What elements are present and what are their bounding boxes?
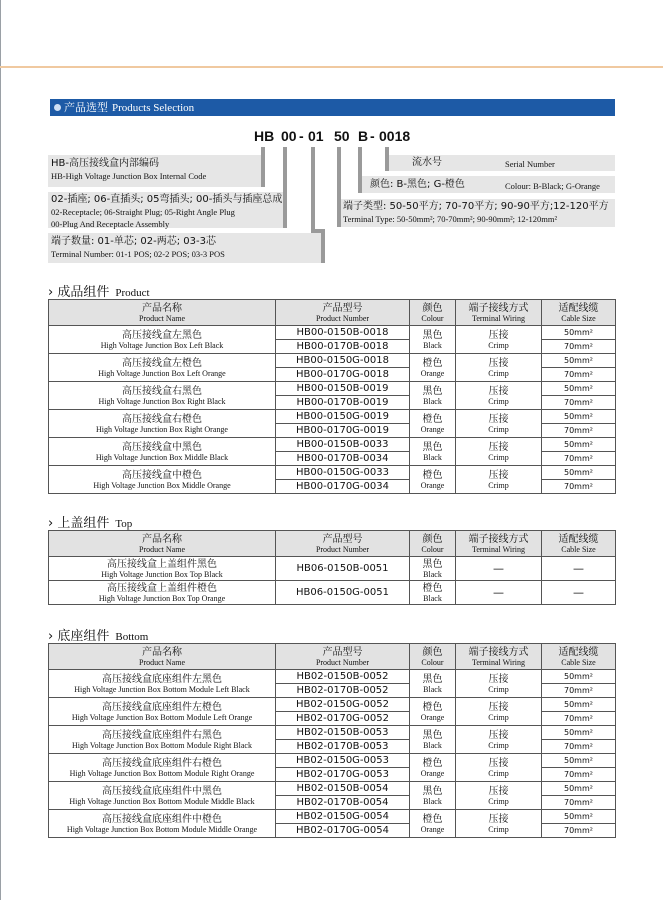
table-row [49,326,616,340]
product-number-cell: HB00-0170B-0019 [276,396,410,410]
cable-size-cell: 70mm² [542,452,616,466]
wiring-cell: 压接 Crimp [456,810,542,838]
product-name-cell: 高压接线盒上盖组件橙色 High Voltage Junction Box Top Orange [49,581,276,605]
color-label-en: Colour: B-Black; G-Orange [505,181,600,191]
colour-cell: 橙色 Black [410,581,456,605]
product-number-cell: HB00-0170G-0019 [276,424,410,438]
color-bar [358,176,362,193]
code-seg4: B [358,128,369,144]
product-number-cell: HB00-0150G-0033 [276,466,410,480]
section-bottom-en: Bottom [115,631,149,643]
product-number-cell: HB02-0170B-0054 [276,796,410,810]
code-dash2: - [370,128,375,144]
colour-cell: 橙色 Orange [410,466,456,494]
product-number-cell: HB00-0150B-0019 [276,382,410,396]
header-wiring: 端子接线方式 Terminal Wiring [456,300,542,326]
cable-size-cell: — [542,581,616,605]
header-name: 产品名称 Product Name [49,300,276,326]
cable-size-cell: 70mm² [542,340,616,354]
wiring-cell: 压接 Crimp [456,782,542,810]
section-top-cn: 上盖组件 [57,516,110,531]
banner-title-en: Products Selection [112,102,195,114]
colour-cell: 黑色 Black [410,326,456,354]
product-table [48,299,616,494]
colour-cell: 橙色 Orange [410,810,456,838]
term-bar [337,199,341,227]
cable-size-cell: 70mm² [542,740,616,754]
type-label [51,194,282,230]
product-number-cell: HB02-0150G-0054 [276,810,410,824]
header-number: 产品型号 Product Number [276,644,410,670]
serial-bar [385,155,389,171]
cable-size-cell: 70mm² [542,796,616,810]
section-product-cn: 成品组件 [57,285,110,300]
connector-seg2 [311,147,315,230]
section-bottom-cn: 底座组件 [57,629,110,644]
wiring-cell: 压接 Crimp [456,698,542,726]
header-cable: 适配线缆 Cable Size [542,644,616,670]
header-cable: 适配线缆 Cable Size [542,531,616,557]
product-number-cell: HB02-0170G-0053 [276,768,410,782]
cable-size-cell: 50mm² [542,726,616,740]
pos-bar [321,229,325,263]
table-row [49,557,616,581]
colour-cell: 黑色 Black [410,438,456,466]
term-en: Terminal Type: 50-50mm²; 70-70mm²; 90-90mm²; 12-120mm² [343,214,558,224]
product-name-cell: 高压接线盒底座组件左黑色 High Voltage Junction Box Bottom Module Left Black [49,670,276,698]
term-label [343,201,609,225]
header-name: 产品名称 Product Name [49,644,276,670]
product-name-cell: 高压接线盒左橙色 High Voltage Junction Box Left Orange [49,354,276,382]
pos-en: Terminal Number: 01-1 POS; 02-2 POS; 03-3 POS [51,249,225,259]
product-number-cell: HB06-0150B-0051 [276,557,410,581]
product-name-cell: 高压接线盒底座组件左橙色 High Voltage Junction Box Bottom Module Left Orange [49,698,276,726]
product-name-cell: 高压接线盒中橙色 High Voltage Junction Box Middle Orange [49,466,276,494]
cable-size-cell: 70mm² [542,712,616,726]
product-number-cell: HB00-0170B-0018 [276,340,410,354]
product-number-cell: HB02-0150B-0054 [276,782,410,796]
header-colour: 颜色 Colour [410,644,456,670]
product-number-cell: HB02-0150G-0053 [276,754,410,768]
wiring-cell: 压接 Crimp [456,410,542,438]
section-bottom-heading [48,625,148,644]
cable-size-cell: 50mm² [542,698,616,712]
product-number-cell: HB00-0150B-0033 [276,438,410,452]
product-number-cell: HB02-0150B-0052 [276,670,410,684]
product-name-cell: 高压接线盒底座组件中黑色 High Voltage Junction Box Bottom Module Middle Black [49,782,276,810]
color-label-cn: 颜色: B-黑色; G-橙色 [370,179,465,190]
colour-cell: 橙色 Orange [410,698,456,726]
cable-size-cell: 70mm² [542,368,616,382]
table-row [49,354,616,368]
cable-size-cell: 50mm² [542,354,616,368]
product-name-cell: 高压接线盒上盖组件黑色 High Voltage Junction Box Top Black [49,557,276,581]
cable-size-cell: 70mm² [542,396,616,410]
table-header-row [49,531,616,557]
cable-size-cell: 70mm² [542,684,616,698]
header-number: 产品型号 Product Number [276,300,410,326]
cable-size-cell: 50mm² [542,438,616,452]
header-wiring: 端子接线方式 Terminal Wiring [456,531,542,557]
hb-code-cn: HB-高压接线盒内部编码 [51,158,159,169]
product-number-cell: HB02-0170G-0054 [276,824,410,838]
product-number-cell: HB02-0150G-0052 [276,698,410,712]
cable-size-cell: 70mm² [542,824,616,838]
cable-size-cell: 50mm² [542,782,616,796]
code-seg3: 50 [334,128,350,144]
colour-cell: 黑色 Black [410,382,456,410]
wiring-cell: — [456,557,542,581]
table-row [49,410,616,424]
wiring-cell: 压接 Crimp [456,326,542,354]
cable-size-cell: 50mm² [542,754,616,768]
top-divider [0,66,663,68]
top-table [48,530,616,605]
section-product-heading [48,281,150,300]
bullet-icon [54,104,61,111]
cable-size-cell: 70mm² [542,424,616,438]
hb-code-en: HB-High Voltage Junction Box Internal Code [51,171,207,181]
code-hb: HB [254,128,275,144]
header-colour: 颜色 Colour [410,300,456,326]
wiring-cell: 压接 Crimp [456,438,542,466]
code-seg5: 0018 [379,128,411,144]
cable-size-cell: 50mm² [542,810,616,824]
colour-cell: 黑色 Black [410,782,456,810]
product-number-cell: HB00-0170G-0018 [276,368,410,382]
type-cn: 02-插座; 06-直插头; 05弯插头; 00-插头与插座总成 [51,194,283,205]
header-colour: 颜色 Colour [410,531,456,557]
cable-size-cell: 50mm² [542,670,616,684]
product-name-cell: 高压接线盒中黑色 High Voltage Junction Box Middle Black [49,438,276,466]
table-row [49,382,616,396]
table-row [49,810,616,824]
wiring-cell: 压接 Crimp [456,670,542,698]
code-seg1: 00 [281,128,297,144]
header-name: 产品名称 Product Name [49,531,276,557]
product-number-cell: HB00-0170B-0034 [276,452,410,466]
term-cn: 端子类型: 50-50平方; 70-70平方; 90-90平方;12-120平方 [343,201,609,212]
code-seg2: 01 [308,128,324,144]
product-number-cell: HB00-0170G-0034 [276,480,410,494]
serial-label-en: Serial Number [505,159,555,169]
header-cable: 适配线缆 Cable Size [542,300,616,326]
wiring-cell: 压接 Crimp [456,754,542,782]
product-number-cell: HB02-0170B-0053 [276,740,410,754]
code-dash1: - [299,128,304,144]
product-name-cell: 高压接线盒右黑色 High Voltage Junction Box Right Black [49,382,276,410]
product-name-cell: 高压接线盒右橙色 High Voltage Junction Box Right Orange [49,410,276,438]
wiring-cell: — [456,581,542,605]
product-number-cell: HB02-0170G-0052 [276,712,410,726]
hb-code-label [51,158,206,182]
table-row [49,754,616,768]
page-edge-line [0,0,1,900]
table-header-row [49,644,616,670]
serial-label-cn: 流水号 [412,157,442,168]
chevron-right-icon: › [48,285,54,300]
colour-cell: 橙色 Orange [410,410,456,438]
table-row [49,726,616,740]
colour-cell: 黑色 Black [410,670,456,698]
header-wiring: 端子接线方式 Terminal Wiring [456,644,542,670]
cable-size-cell: 70mm² [542,768,616,782]
product-number-cell: HB02-0150B-0053 [276,726,410,740]
cable-size-cell: 50mm² [542,326,616,340]
table-row [49,698,616,712]
wiring-cell: 压接 Crimp [456,382,542,410]
wiring-cell: 压接 Crimp [456,466,542,494]
banner-title-cn: 产品选型 [64,101,108,114]
product-name-cell: 高压接线盒底座组件右黑色 High Voltage Junction Box Bottom Module Right Black [49,726,276,754]
section-top-heading [48,512,132,531]
cable-size-cell: — [542,557,616,581]
product-number-cell: HB00-0150G-0019 [276,410,410,424]
header-number: 产品型号 Product Number [276,531,410,557]
colour-cell: 黑色 Black [410,557,456,581]
wiring-cell: 压接 Crimp [456,726,542,754]
colour-cell: 黑色 Black [410,726,456,754]
product-name-cell: 高压接线盒底座组件中橙色 High Voltage Junction Box Bottom Module Middle Orange [49,810,276,838]
type-bar [283,196,287,228]
product-number-cell: HB00-0150B-0018 [276,326,410,340]
cable-size-cell: 50mm² [542,382,616,396]
type-en1: 02-Receptacle; 06-Straight Plug; 05-Right Angle Plug [51,207,235,217]
table-row [49,438,616,452]
table-row [49,581,616,605]
product-number-cell: HB06-0150G-0051 [276,581,410,605]
chevron-right-icon: › [48,629,54,644]
section-banner [50,99,615,116]
wiring-cell: 压接 Crimp [456,354,542,382]
product-name-cell: 高压接线盒左黑色 High Voltage Junction Box Left Black [49,326,276,354]
pos-label [51,236,225,260]
connector-seg3 [337,147,341,203]
bottom-table [48,643,616,838]
colour-cell: 橙色 Orange [410,754,456,782]
table-row [49,782,616,796]
colour-cell: 橙色 Orange [410,354,456,382]
type-en2: 00-Plug And Receptacle Assembly [51,219,170,229]
cable-size-cell: 50mm² [542,410,616,424]
section-product-en: Product [115,287,150,299]
product-number-cell: HB02-0170B-0052 [276,684,410,698]
hb-bar [261,158,265,187]
table-header-row [49,300,616,326]
product-name-cell: 高压接线盒底座组件右橙色 High Voltage Junction Box Bottom Module Right Orange [49,754,276,782]
product-number-cell: HB00-0150G-0018 [276,354,410,368]
table-row [49,670,616,684]
cable-size-cell: 50mm² [542,466,616,480]
pos-cn: 端子数量: 01-单芯; 02-两芯; 03-3芯 [51,236,217,247]
table-row [49,466,616,480]
cable-size-cell: 70mm² [542,480,616,494]
section-top-en: Top [115,518,133,530]
chevron-right-icon: › [48,516,54,531]
